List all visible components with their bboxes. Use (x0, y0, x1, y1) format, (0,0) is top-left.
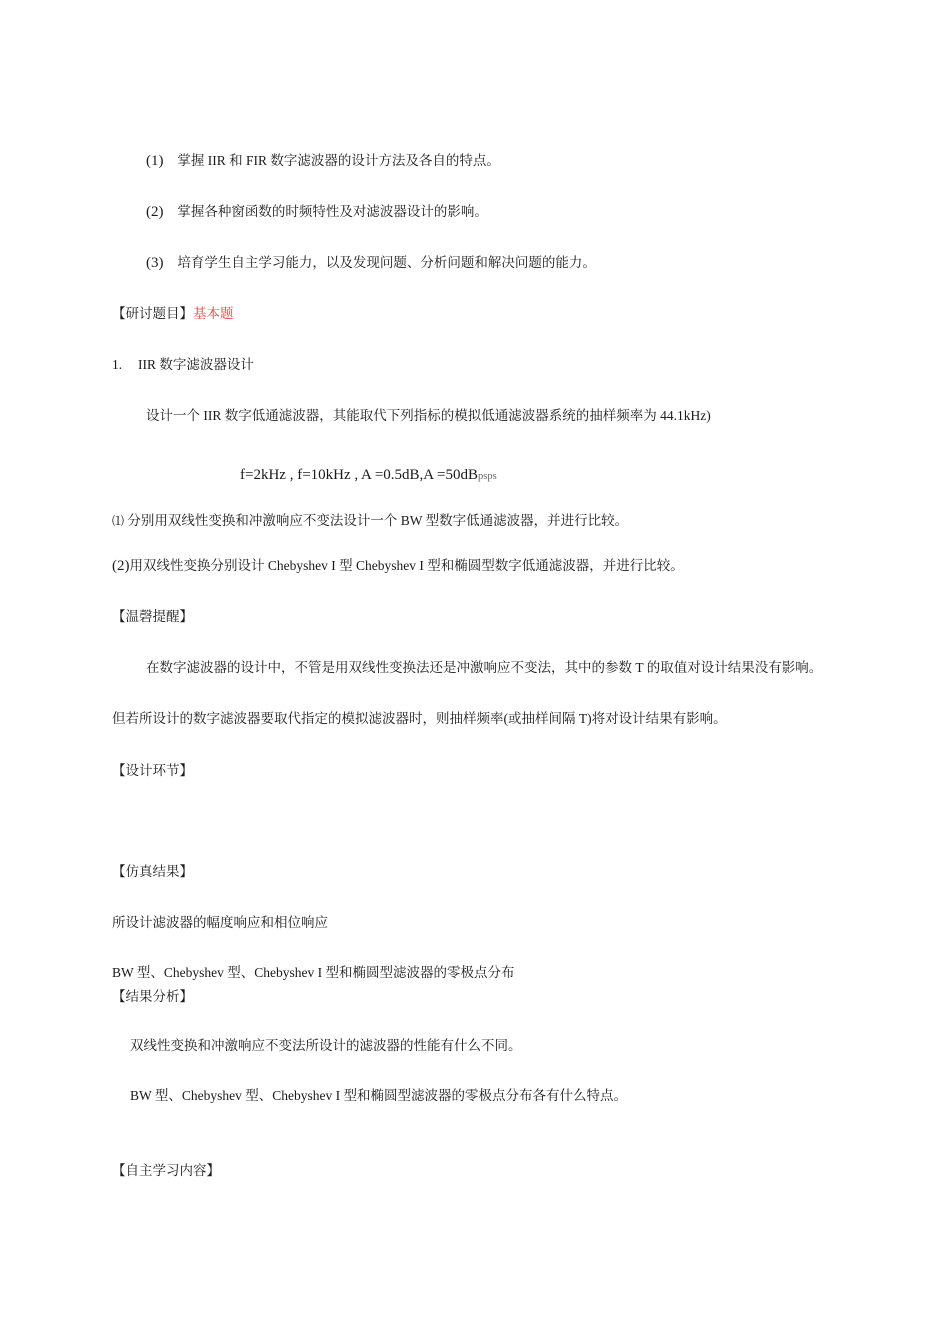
task-1-number: ⑴ (112, 514, 125, 528)
spec-text: f=2kHz , f=10kHz , A =0.5dB,A =50dB (240, 467, 479, 483)
analysis-question-2-text: BW 型、Chebyshev 型、Chebyshev I 型和椭圆型滤波器的零极点分布各有什么特点。 (130, 1088, 627, 1103)
tips-heading (112, 607, 193, 627)
topic-heading (112, 304, 234, 324)
task-2-number: (2) (112, 558, 130, 574)
simulation-heading (112, 862, 193, 882)
tips-line-2-text: 但若所设计的数字滤波器要取代指定的模拟滤波器时，则抽样频率(或抽样间隔 T)将对设计结果有影响。 (112, 711, 727, 726)
section-1-number: 1. (112, 357, 123, 372)
simulation-item-1-text: 所设计滤波器的幅度响应和相位响应 (112, 915, 328, 930)
simulation-item-2 (112, 963, 514, 983)
task-2-text: 用双线性变换分别设计 Chebyshev I 型 Chebyshev I 型和椭圆型数字低通滤波器，并进行比较。 (129, 558, 684, 573)
analysis-question-2 (130, 1086, 627, 1106)
objective-1-text: 掌握 IIR 和 FIR 数字滤波器的设计方法及各自的特点。 (177, 153, 500, 168)
section-1-intro (146, 406, 711, 426)
tips-line-1-text: 在数字滤波器的设计中，不管是用双线性变换法还是冲激响应不变法，其中的参数 T 的取值对设计结果没有影响。 (146, 660, 823, 675)
analysis-question-1-text: 双线性变换和冲激响应不变法所设计的滤波器的性能有什么不同。 (130, 1038, 522, 1053)
analysis-label: 【结果分析】 (112, 989, 193, 1004)
objective-3-text: 培育学生自主学习能力，以及发现问题、分析问题和解决问题的能力。 (177, 255, 596, 270)
section-1-task-1 (112, 511, 628, 531)
objective-1 (146, 151, 500, 171)
objective-2-number: (2) (146, 204, 164, 220)
section-1-title: IIR 数字滤波器设计 (138, 357, 254, 372)
task-1-text: 分别用双线性变换和冲激响应不变法设计一个 BW 型数字低通滤波器，并进行比较。 (127, 513, 629, 528)
objective-2-text: 掌握各种窗函数的时频特性及对滤波器设计的影响。 (177, 204, 488, 219)
tips-line-1 (146, 658, 822, 678)
objective-3 (146, 253, 596, 273)
objective-2 (146, 202, 488, 222)
design-label: 【设计环节】 (112, 763, 193, 778)
self-study-heading (112, 1161, 220, 1181)
analysis-heading (112, 987, 193, 1007)
tips-line-2 (112, 709, 727, 729)
design-heading (112, 761, 193, 781)
simulation-label: 【仿真结果】 (112, 864, 193, 879)
section-1-spec (240, 465, 497, 487)
section-1-heading (112, 355, 254, 375)
tips-label: 【温磬提醒】 (112, 609, 193, 624)
simulation-item-2-text: BW 型、Chebyshev 型、Chebyshev I 型和椭圆型滤波器的零极点分布 (112, 965, 515, 980)
spec-subscripts: psps (478, 471, 497, 482)
section-1-task-2 (112, 556, 684, 576)
topic-highlight: 基本题 (193, 306, 234, 321)
objective-1-number: (1) (146, 153, 164, 169)
topic-label: 【研讨题目】 (112, 306, 193, 321)
simulation-item-1 (112, 913, 328, 933)
section-1-intro-text: 设计一个 IIR 数字低通滤波器，其能取代下列指标的模拟低通滤波器系统的抽样频率为 44.1kHz) (146, 408, 711, 423)
objective-3-number: (3) (146, 255, 164, 271)
self-study-label: 【自主学习内容】 (112, 1163, 220, 1178)
analysis-question-1 (130, 1036, 522, 1056)
